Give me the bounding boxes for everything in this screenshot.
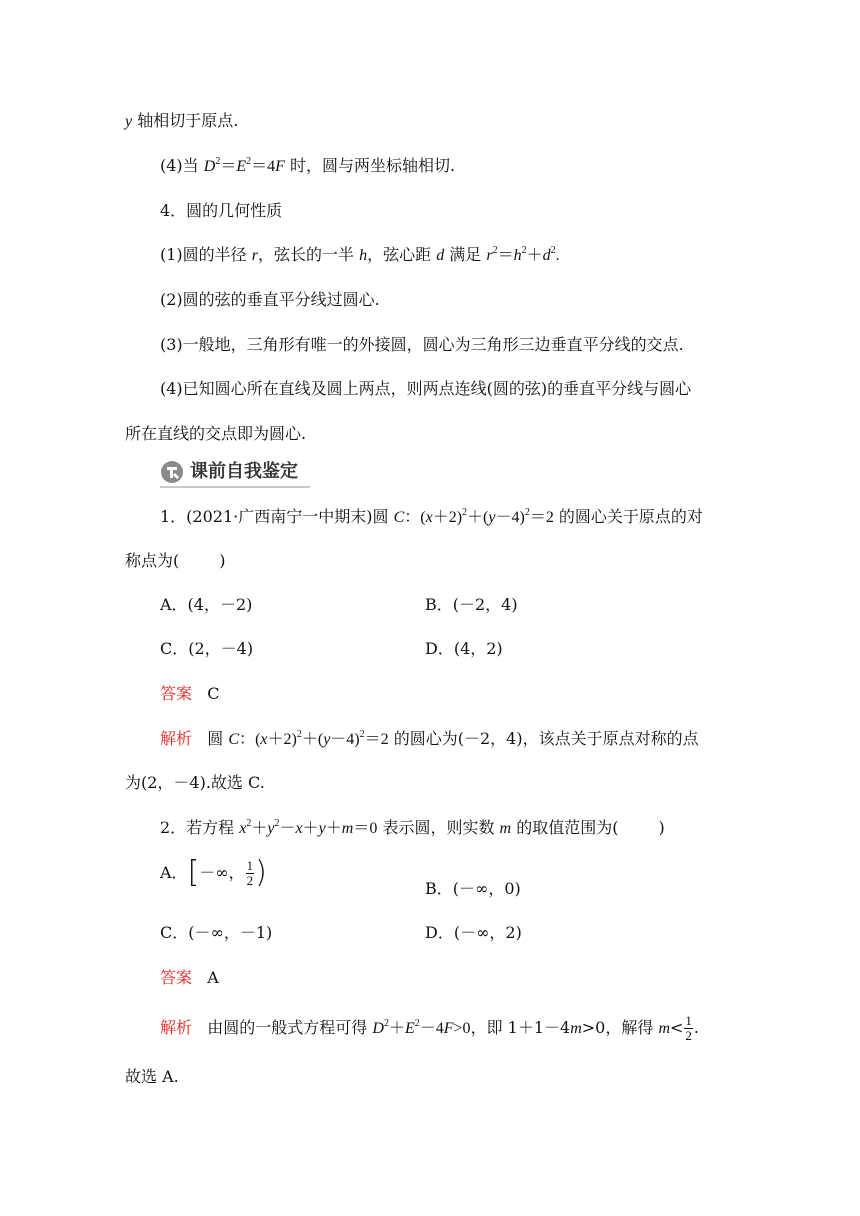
pen-badge-icon bbox=[160, 460, 184, 484]
q1-option-a: A．(4，－2) bbox=[160, 595, 253, 614]
text-line-tangent-y-axis: y 轴相切于原点. bbox=[125, 111, 239, 130]
property-3: (3)一般地，三角形有唯一的外接圆，圆心为三角形三边垂直平分线的交点. bbox=[160, 335, 684, 354]
answer-label: 答案 bbox=[160, 684, 193, 703]
q2-option-a: A．[－∞， $\frac{1}{2}$ ) bbox=[160, 855, 267, 890]
answer-label: 答案 bbox=[160, 968, 193, 987]
section-title: 课前自我鉴定 bbox=[190, 461, 298, 482]
property-4-line1: (4)已知圆心所在直线及圆上两点，则两点连线(圆的弦)的垂直平分线与圆心 bbox=[160, 379, 692, 398]
property-1: (1)圆的半径 r，弦长的一半 h，弦心距 d 满足 $r^2=h^2+d^2$. bbox=[160, 245, 560, 264]
section-header bbox=[160, 458, 310, 486]
section-divider bbox=[160, 486, 310, 488]
q1-stem-line1: 1．(2021·广西南宁一中期末)圆 C：$(x+2)^2+(y-4)^2=2$ 的圆心关于原点的对 bbox=[160, 507, 703, 526]
q1-answer: 答案 C bbox=[160, 684, 220, 703]
analysis-label: 解析 bbox=[160, 1018, 193, 1037]
q2-option-c: C．(－∞，－1) bbox=[160, 923, 273, 942]
fraction-one-half: $\frac{1}{2}$ bbox=[246, 857, 254, 888]
fraction-one-half: $\frac{1}{2}$ bbox=[685, 1013, 692, 1043]
q1-analysis-line2: 为(2，－4).故选 C. bbox=[125, 773, 265, 792]
q2-option-b: B．(－∞，0) bbox=[425, 879, 521, 898]
q1-option-b: B．(－2，4) bbox=[425, 595, 518, 614]
q1-analysis-line1: 解析 圆 C：$(x+2)^2+(y-4)^2=2$ 的圆心为(－2，4)，该点关于原点对称的点 bbox=[160, 729, 699, 748]
analysis-label: 解析 bbox=[160, 729, 193, 748]
section-heading-geometry: 4．圆的几何性质 bbox=[160, 201, 283, 220]
q2-stem: 2．若方程 $x^2+y^2-x+y+m=0$ 表示圆，则实数 m 的取值范围为( ) bbox=[160, 818, 665, 837]
q1-stem-line2: 称点为( ) bbox=[125, 551, 226, 570]
q2-answer: 答案 A bbox=[160, 968, 219, 987]
q2-analysis-line2: 故选 A. bbox=[125, 1067, 179, 1086]
q2-analysis-line1: 解析 由圆的一般式方程可得 $D^2+E^2-4F>0$，即 1＋1－4m>0，解得 m< $\frac{1}{2}$ . bbox=[160, 1013, 700, 1043]
q1-option-d: D．(4，2) bbox=[425, 639, 503, 658]
property-4-line2: 所在直线的交点即为圆心. bbox=[125, 424, 307, 443]
property-2: (2)圆的弦的垂直平分线过圆心. bbox=[160, 290, 380, 309]
q2-option-d: D．(－∞，2) bbox=[425, 923, 522, 942]
text-line-condition-4: (4)当 $D^2=E^2=4F$ 时，圆与两坐标轴相切. bbox=[160, 156, 456, 175]
q1-option-c: C．(2，－4) bbox=[160, 639, 254, 658]
